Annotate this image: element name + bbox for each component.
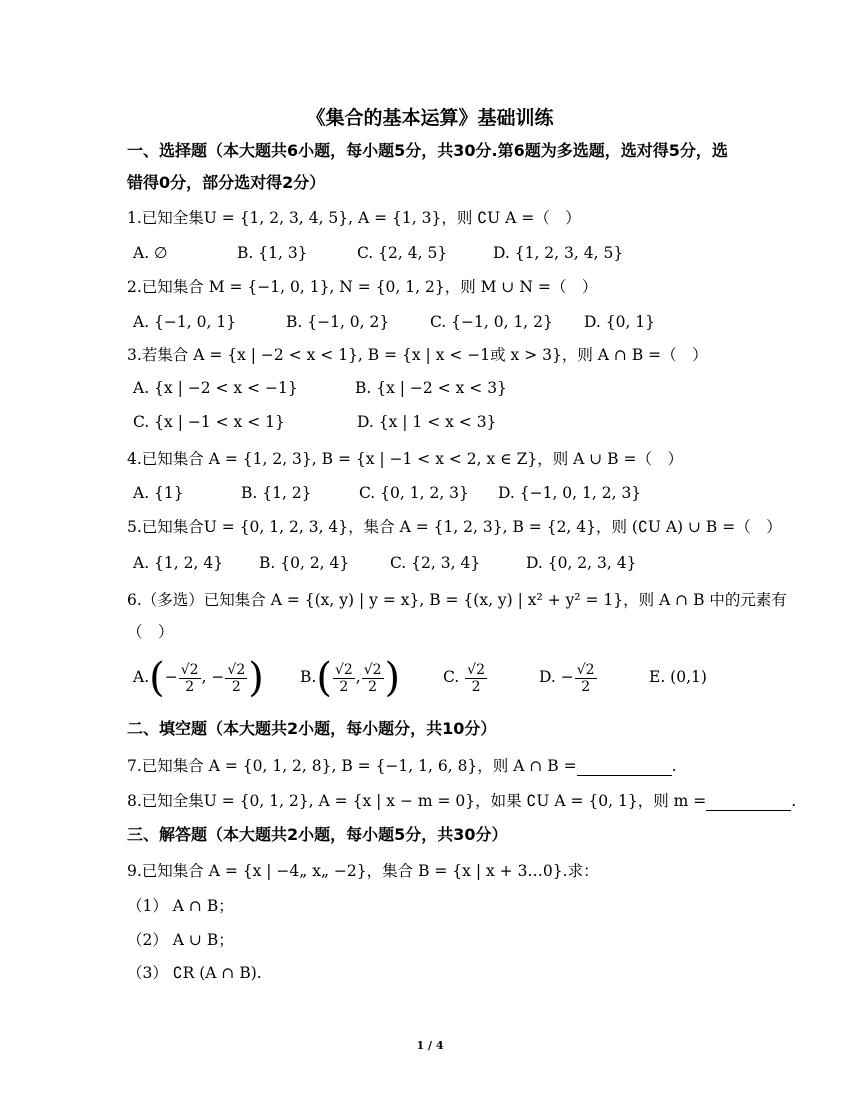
option-label: C. — [443, 668, 460, 686]
question-9-part-3: （3） ∁R (A ∩ B). — [127, 964, 262, 982]
fraction-denominator: 2 — [368, 678, 378, 695]
option-label: B. — [300, 668, 317, 686]
question-3-option-c: C. {x | −1 < x < 1} — [133, 413, 285, 431]
fraction — [225, 662, 247, 695]
left-paren: ( — [316, 655, 332, 701]
period: . — [671, 757, 677, 775]
fraction-numerator: √2 — [576, 661, 595, 678]
fraction — [465, 662, 487, 695]
question-1-stem: 1.已知全集U = {1, 2, 3, 4, 5}, A = {1, 3}，则 ∁U A =（ ） — [127, 209, 581, 227]
question-6-stem-paren: （ ） — [127, 623, 174, 641]
question-5-option-d: D. {0, 2, 3, 4} — [526, 554, 637, 572]
question-7 — [127, 755, 677, 776]
section-3-heading: 三、解答题（本大题共2小题，每小题5分，共30分） — [127, 825, 508, 844]
right-paren: ) — [384, 655, 401, 701]
section-1-heading-line1: 一、选择题（本大题共6小题，每小题5分，共30分.第6题为多选题，选对得5分，选 — [127, 141, 728, 160]
question-2-stem: 2.已知集合 M = {−1, 0, 1}, N = {0, 1, 2}，则 M ∪ N =（ ） — [127, 278, 598, 296]
option-label: D. — [539, 668, 556, 686]
question-6-option-e: E. (0,1) — [649, 668, 707, 686]
page-number: 1 / 4 — [416, 1039, 444, 1052]
separator: , — [355, 668, 361, 686]
right-paren: ) — [248, 655, 264, 701]
fraction-denominator: 2 — [231, 678, 241, 695]
document-title: 《集合的基本运算》基础训练 — [306, 107, 554, 129]
question-4-stem: 4.已知集合 A = {1, 2, 3}, B = {x | −1 < x < 2, x ∈ Z}，则 A ∪ B =（ ） — [127, 450, 683, 468]
question-4-option-b: B. {1, 2} — [241, 484, 312, 502]
question-2-option-a: A. {−1, 0, 1} — [133, 313, 237, 331]
question-7-stem: 7.已知集合 A = {0, 1, 2, 8}, B = {−1, 1, 6, 8}，则 A ∩ B = — [127, 757, 577, 775]
fraction-numerator: √2 — [363, 661, 382, 678]
question-6-option-a — [133, 655, 264, 699]
minus-sign: − — [164, 668, 178, 686]
fraction-numerator: √2 — [334, 661, 353, 678]
fraction-numerator: √2 — [227, 661, 246, 678]
separator: , − — [201, 668, 225, 686]
question-3-stem: 3.若集合 A = {x | −2 < x < 1}, B = {x | x < −1或 x > 3}，则 A ∩ B =（ ） — [127, 346, 708, 364]
question-2-option-c: C. {−1, 0, 1, 2} — [430, 313, 553, 331]
fraction-denominator: 2 — [471, 678, 481, 695]
option-label: A. — [133, 668, 150, 686]
question-3-option-b: B. {x | −2 < x < 3} — [355, 379, 507, 397]
fraction — [362, 662, 384, 695]
question-5-stem: 5.已知集合U = {0, 1, 2, 3, 4}，集合 A = {1, 2, 3}, B = {2, 4}，则 (∁U A) ∪ B =（ ） — [127, 518, 782, 536]
fraction — [333, 662, 355, 695]
question-6-option-c — [443, 655, 488, 699]
answer-blank[interactable] — [577, 755, 672, 776]
question-5-option-c: C. {2, 3, 4} — [390, 554, 481, 572]
section-1-heading-line2: 错得0分，部分选对得2分） — [127, 173, 326, 192]
fraction-denominator: 2 — [185, 678, 195, 695]
question-2-option-d: D. {0, 1} — [584, 313, 656, 331]
question-1-option-c: C. {2, 4, 5} — [357, 244, 448, 262]
question-9-part-1: （1） A ∩ B； — [127, 897, 234, 915]
minus-sign: − — [560, 668, 574, 686]
period: . — [791, 792, 797, 810]
section-2-heading: 二、填空题（本大题共2小题，每小题分，共10分） — [127, 719, 497, 738]
fraction — [575, 662, 597, 695]
question-6-option-d — [539, 655, 598, 699]
question-6-option-b — [300, 655, 400, 699]
question-1-option-d: D. {1, 2, 3, 4, 5} — [493, 244, 624, 262]
question-3-option-a: A. {x | −2 < x < −1} — [133, 379, 298, 397]
fraction-numerator: √2 — [180, 661, 199, 678]
question-4-option-d: D. {−1, 0, 1, 2, 3} — [498, 484, 642, 502]
fraction-numerator: √2 — [467, 661, 485, 678]
question-4-option-a: A. {1} — [133, 484, 184, 502]
question-1-option-a: A. ∅ — [133, 244, 168, 262]
fraction — [179, 662, 201, 695]
question-2-option-b: B. {−1, 0, 2} — [286, 313, 390, 331]
fraction-denominator: 2 — [339, 678, 349, 695]
left-paren: ( — [149, 655, 165, 701]
question-5-option-b: B. {0, 2, 4} — [259, 554, 350, 572]
answer-blank[interactable] — [706, 790, 791, 811]
question-9-part-2: （2） A ∪ B； — [127, 931, 234, 949]
question-4-option-c: C. {0, 1, 2, 3} — [359, 484, 469, 502]
question-6-stem: 6.（多选）已知集合 A = {(x, y) | y = x}, B = {(x, y) | x² + y² = 1}，则 A ∩ B 中的元素有 — [127, 591, 787, 609]
question-5-option-a: A. {1, 2, 4} — [133, 554, 224, 572]
question-8-stem: 8.已知全集U = {0, 1, 2}, A = {x | x − m = 0}，如果 ∁U A = {0, 1}，则 m = — [127, 792, 707, 810]
question-1-option-b: B. {1, 3} — [237, 244, 308, 262]
fraction-denominator: 2 — [581, 678, 591, 695]
question-8 — [127, 790, 796, 811]
question-9-stem: 9.已知集合 A = {x | −4„ x„ −2}，集合 B = {x | x + 3…0}.求： — [127, 862, 599, 880]
question-3-option-d: D. {x | 1 < x < 3} — [357, 413, 497, 431]
